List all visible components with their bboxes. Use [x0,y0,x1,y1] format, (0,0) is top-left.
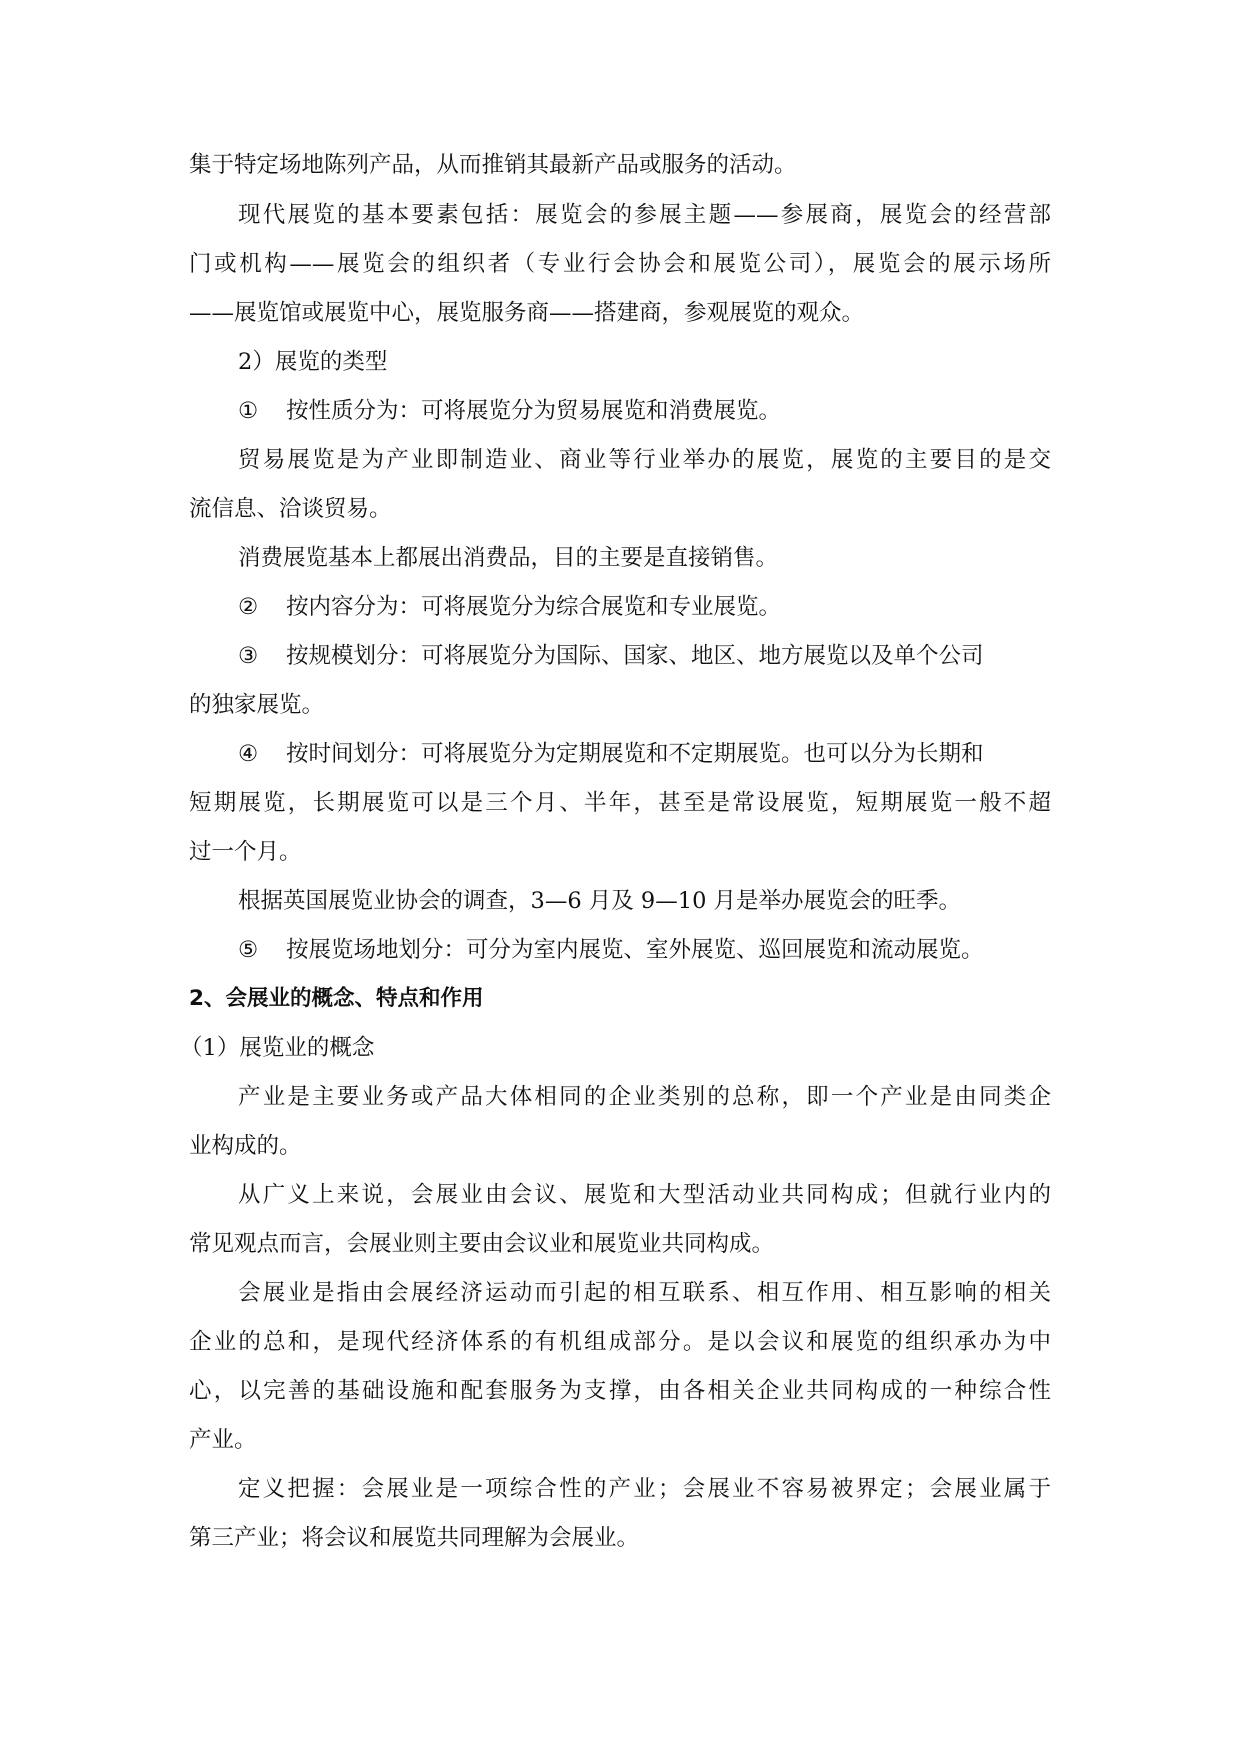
list-item [238,935,984,965]
list-marker: ③ [238,643,259,669]
paragraph-line: 常见观点而言，会展业则主要由会议业和展览业共同构成。 [189,1231,775,1257]
paragraph-line: 的独家展览。 [189,692,325,718]
list-item [238,396,781,426]
paragraph-line: 消费展览基本上都展出消费品，目的主要是直接销售。 [238,545,779,571]
section-heading: 2、会展业的概念、特点和作用 [189,986,484,1011]
list-item-text: 按内容分为：可将展览分为综合展览和专业展览。 [286,594,782,620]
list-marker: ④ [238,741,259,767]
list-item-text: 按时间划分：可将展览分为定期展览和不定期展览。也可以分为长期和 [286,741,984,767]
section-subtitle: 2）展览的类型 [238,349,388,375]
list-marker: ② [238,594,259,620]
paragraph-line: 现代展览的基本要素包括：展览会的参展主题——参展商，展览会的经营部 [238,202,1051,228]
subsection-title: （1）展览业的概念 [180,1035,375,1061]
list-item-text: 按性质分为：可将展览分为贸易展览和消费展览。 [286,398,782,424]
paragraph-line: 过一个月。 [189,839,302,865]
list-marker: ⑤ [238,937,259,963]
paragraph-line: 业构成的。 [189,1133,302,1159]
paragraph-line: 门或机构——展览会的组织者（专业行会协会和展览公司），展览会的展示场所 [189,251,1051,277]
paragraph-line: 贸易展览是为产业即制造业、商业等行业举办的展览，展览的主要目的是交 [238,447,1051,473]
list-item [238,739,984,769]
paragraph-line: 第三产业；将会议和展览共同理解为会展业。 [189,1525,640,1551]
paragraph-line: 企业的总和，是现代经济体系的有机组成部分。是以会议和展览的组织承办为中 [189,1329,1051,1355]
list-item [238,592,781,622]
list-item-text: 按规模划分：可将展览分为国际、国家、地区、地方展览以及单个公司 [286,643,984,669]
paragraph-line: 心，以完善的基础设施和配套服务为支撑，由各相关企业共同构成的一种综合性 [189,1378,1051,1404]
paragraph-line: 从广义上来说，会展业由会议、展览和大型活动业共同构成；但就行业内的 [238,1182,1051,1208]
paragraph-line: 集于特定场地陈列产品，从而推销其最新产品或服务的活动。 [189,152,797,178]
paragraph-line: 短期展览，长期展览可以是三个月、半年，甚至是常设展览，短期展览一般不超 [189,790,1051,816]
paragraph-line: 会展业是指由会展经济运动而引起的相互联系、相互作用、相互影响的相关 [238,1280,1051,1306]
paragraph-line: ——展览馆或展览中心，展览服务商——搭建商，参观展览的观众。 [189,300,865,326]
list-item [238,641,984,671]
list-marker: ① [238,398,259,424]
list-item-text: 按展览场地划分：可分为室内展览、室外展览、巡回展览和流动展览。 [286,937,984,963]
paragraph-line: 产业是主要业务或产品大体相同的企业类别的总称，即一个产业是由同类企 [238,1084,1051,1110]
paragraph-line: 定义把握：会展业是一项综合性的产业；会展业不容易被界定；会展业属于 [238,1476,1051,1502]
paragraph-line: 根据英国展览业协会的调查，3—6 月及 9—10 月是举办展览会的旺季。 [238,888,962,914]
paragraph-line: 流信息、洽谈贸易。 [189,496,392,522]
paragraph-line: 产业。 [189,1427,257,1453]
